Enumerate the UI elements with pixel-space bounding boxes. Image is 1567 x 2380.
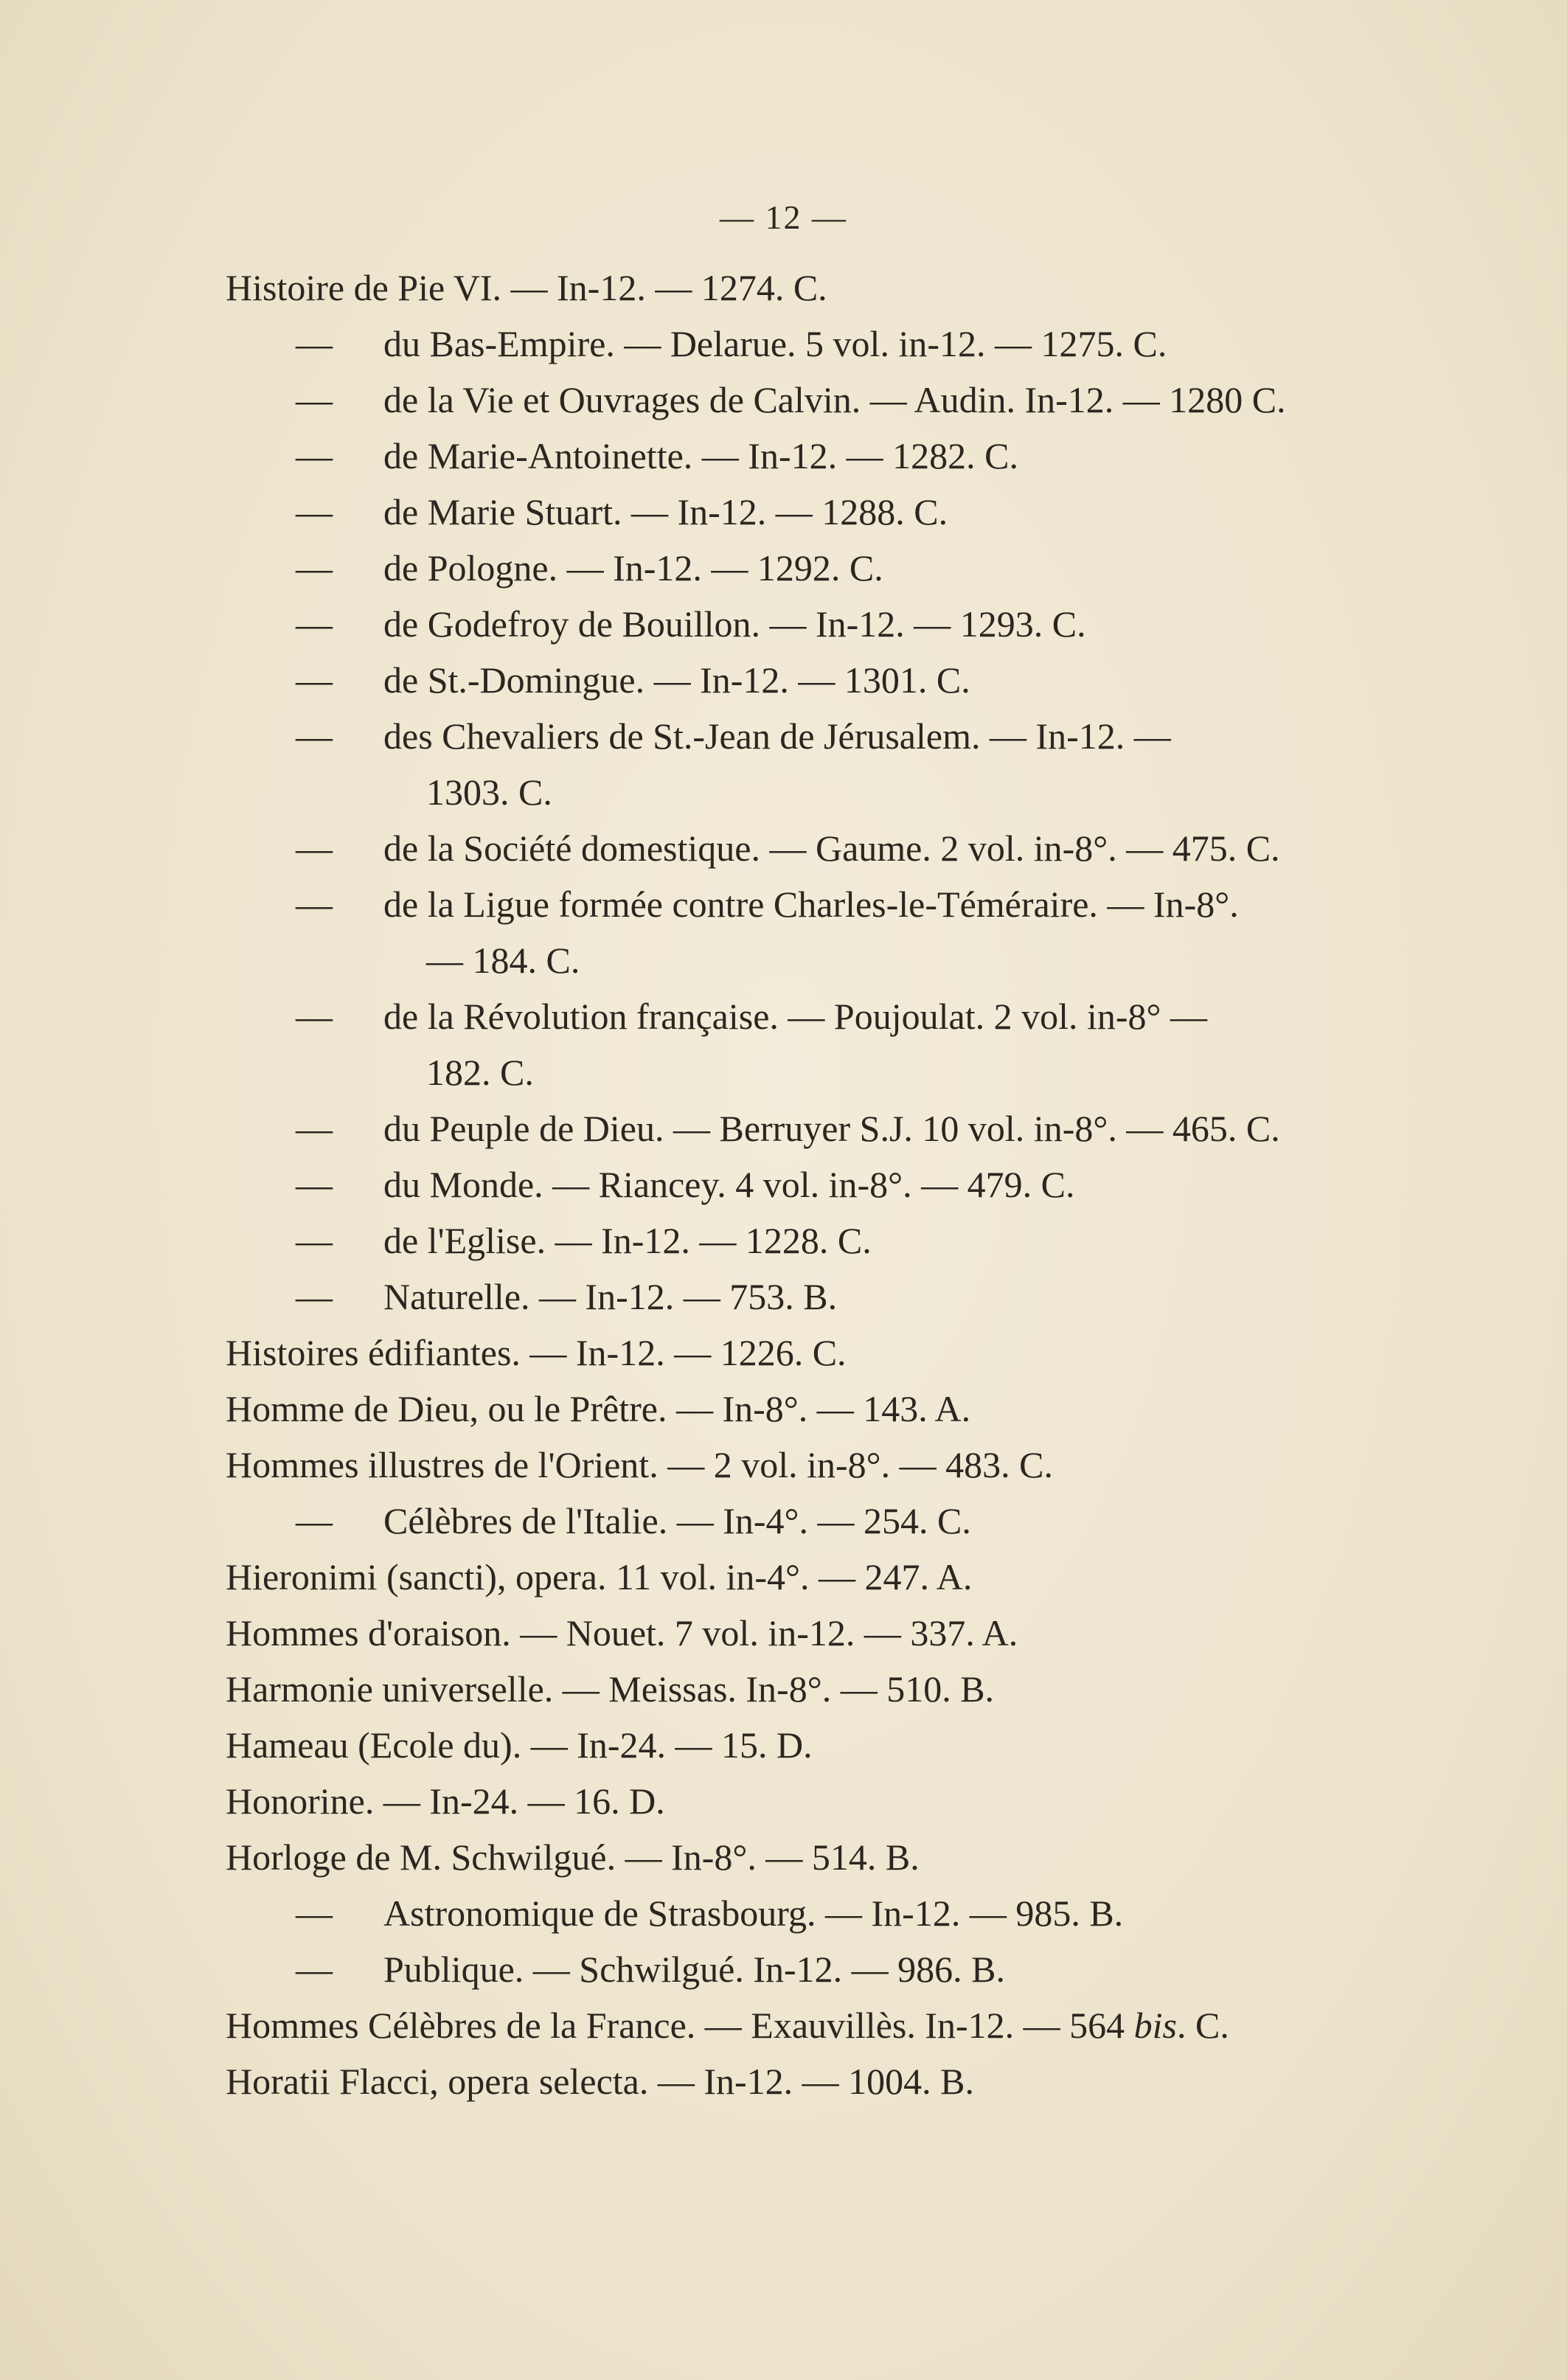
entry-text bbox=[383, 596, 1086, 652]
catalog-subentry bbox=[226, 988, 1464, 1044]
ditto-dash: — bbox=[296, 1220, 333, 1261]
entry-text bbox=[426, 764, 552, 820]
ditto-dash: — bbox=[296, 996, 333, 1037]
catalog-entry bbox=[226, 1381, 1464, 1437]
catalog-subentry bbox=[226, 316, 1464, 372]
entry-text bbox=[383, 652, 970, 708]
catalog-subentry bbox=[226, 820, 1464, 876]
catalog-subentry bbox=[226, 1100, 1464, 1156]
entry-italic: bis bbox=[1133, 2005, 1177, 2046]
catalog-entry bbox=[226, 1605, 1464, 1661]
entry-body: 1303. C. bbox=[426, 771, 552, 813]
entry-text bbox=[383, 876, 1239, 932]
catalog-subentry bbox=[226, 1885, 1464, 1941]
entry-text bbox=[383, 540, 883, 596]
catalog-entries bbox=[226, 260, 1464, 2109]
catalog-subentry bbox=[226, 1941, 1464, 1997]
entry-text bbox=[383, 1493, 971, 1549]
catalog-subentry bbox=[226, 428, 1464, 484]
entry-text bbox=[226, 1997, 1229, 2053]
entry-text bbox=[383, 428, 1018, 484]
entry-body: de Pologne. — In-12. — 1292. C. bbox=[383, 547, 883, 589]
entry-text bbox=[226, 1605, 1018, 1661]
catalog-subentry bbox=[226, 1156, 1464, 1212]
entry-text bbox=[226, 1661, 994, 1717]
ditto-dash: — bbox=[296, 828, 333, 869]
entry-body: du Peuple de Dieu. — Berruyer S.J. 10 vol. in-8°. — 465. C. bbox=[383, 1108, 1280, 1149]
entry-text bbox=[226, 1437, 1053, 1493]
entry-text bbox=[383, 1156, 1075, 1212]
entry-body: de St.-Domingue. — In-12. — 1301. C. bbox=[383, 659, 970, 701]
catalog-subentry bbox=[226, 708, 1464, 764]
catalog-subentry bbox=[226, 876, 1464, 932]
entry-body: Hommes illustres de l'Orient. — 2 vol. in-8°. — 483. C. bbox=[226, 1444, 1053, 1485]
entry-text bbox=[383, 988, 1207, 1044]
entry-text bbox=[383, 820, 1280, 876]
entry-body: Histoire de Pie VI. — In-12. — 1274. C. bbox=[226, 267, 827, 308]
catalog-entry bbox=[226, 1997, 1464, 2053]
entry-body: de la Vie et Ouvrages de Calvin. — Audin. In-12. — 1280 C. bbox=[383, 379, 1286, 420]
entry-body: du Monde. — Riancey. 4 vol. in-8°. — 479. C. bbox=[383, 1164, 1075, 1205]
ditto-dash: — bbox=[296, 1892, 333, 1934]
catalog-entry bbox=[226, 1773, 1464, 1829]
ditto-dash: — bbox=[296, 323, 333, 364]
entry-text bbox=[426, 932, 580, 988]
entry-text bbox=[226, 260, 827, 316]
catalog-subentry bbox=[226, 540, 1464, 596]
entry-text bbox=[226, 1325, 847, 1381]
entry-text bbox=[383, 1885, 1123, 1941]
entry-text bbox=[226, 1773, 665, 1829]
ditto-dash: — bbox=[296, 1500, 333, 1541]
catalog-entry bbox=[226, 1661, 1464, 1717]
entry-body: de l'Eglise. — In-12. — 1228. C. bbox=[383, 1220, 872, 1261]
entry-tail: . C. bbox=[1177, 2005, 1229, 2046]
entry-text bbox=[383, 1212, 872, 1269]
catalog-entry bbox=[226, 260, 1464, 316]
entry-body: de la Société domestique. — Gaume. 2 vol. in-8°. — 475. C. bbox=[383, 828, 1280, 869]
entry-body: Hameau (Ecole du). — In-24. — 15. D. bbox=[226, 1724, 813, 1766]
entry-text bbox=[226, 1381, 970, 1437]
catalog-subentry bbox=[226, 484, 1464, 540]
entry-text bbox=[383, 1269, 837, 1325]
ditto-dash: — bbox=[296, 1949, 333, 1990]
catalog-entry-continuation bbox=[226, 932, 1464, 988]
ditto-dash: — bbox=[296, 435, 333, 476]
ditto-dash: — bbox=[296, 884, 333, 925]
entry-body: de Marie Stuart. — In-12. — 1288. C. bbox=[383, 491, 948, 532]
ditto-dash: — bbox=[296, 603, 333, 645]
entry-body: des Chevaliers de St.-Jean de Jérusalem. — In-12. — bbox=[383, 715, 1171, 757]
catalog-entry-continuation bbox=[226, 764, 1464, 820]
entry-body: Hieronimi (sancti), opera. 11 vol. in-4°. — 247. A. bbox=[226, 1556, 973, 1597]
catalog-entry-continuation bbox=[226, 1044, 1464, 1100]
entry-body: Homme de Dieu, ou le Prêtre. — In-8°. — 143. A. bbox=[226, 1388, 971, 1429]
catalog-subentry bbox=[226, 596, 1464, 652]
ditto-dash: — bbox=[296, 379, 333, 420]
catalog-entry bbox=[226, 2053, 1464, 2109]
catalog-subentry bbox=[226, 652, 1464, 708]
catalog-entry bbox=[226, 1717, 1464, 1773]
entry-body: Horatii Flacci, opera selecta. — In-12. — 1004. B. bbox=[226, 2061, 974, 2102]
ditto-dash: — bbox=[296, 547, 333, 589]
entry-body: Hommes Célèbres de la France. — Exauvillès. In-12. — 564 bbox=[226, 2005, 1134, 2046]
entry-text bbox=[226, 1717, 813, 1773]
entry-text bbox=[426, 1044, 534, 1100]
entry-text bbox=[383, 708, 1171, 764]
entry-body: du Bas-Empire. — Delarue. 5 vol. in-12. — 1275. C. bbox=[383, 323, 1167, 364]
ditto-dash: — bbox=[296, 715, 333, 757]
ditto-dash: — bbox=[296, 491, 333, 532]
entry-body: 182. C. bbox=[426, 1052, 534, 1093]
catalog-subentry bbox=[226, 372, 1464, 428]
catalog-entry bbox=[226, 1325, 1464, 1381]
catalog-subentry bbox=[226, 1212, 1464, 1269]
entry-body: Harmonie universelle. — Meissas. In-8°. — 510. B. bbox=[226, 1668, 995, 1710]
catalog-entry bbox=[226, 1829, 1464, 1885]
entry-body: Hommes d'oraison. — Nouet. 7 vol. in-12. — 337. A. bbox=[226, 1612, 1018, 1654]
entry-body: Histoires édifiantes. — In-12. — 1226. C. bbox=[226, 1332, 847, 1373]
entry-body: Célèbres de l'Italie. — In-4°. — 254. C. bbox=[383, 1500, 971, 1541]
entry-body: de Marie-Antoinette. — In-12. — 1282. C. bbox=[383, 435, 1018, 476]
ditto-dash: — bbox=[296, 1276, 333, 1317]
entry-body: Honorine. — In-24. — 16. D. bbox=[226, 1780, 665, 1822]
entry-text bbox=[226, 1549, 972, 1605]
catalog-subentry bbox=[226, 1269, 1464, 1325]
page-number: — 12 — bbox=[720, 198, 847, 236]
entry-body: Horloge de M. Schwilgué. — In-8°. — 514. B. bbox=[226, 1836, 920, 1878]
ditto-dash: — bbox=[296, 1164, 333, 1205]
ditto-dash: — bbox=[296, 659, 333, 701]
entry-body: de la Révolution française. — Poujoulat. 2 vol. in-8° — bbox=[383, 996, 1208, 1037]
entry-text bbox=[383, 316, 1167, 372]
entry-body: Astronomique de Strasbourg. — In-12. — 985. B. bbox=[383, 1892, 1124, 1934]
entry-body: Naturelle. — In-12. — 753. B. bbox=[383, 1276, 838, 1317]
entry-text bbox=[226, 2053, 974, 2109]
entry-text bbox=[226, 1829, 920, 1885]
catalog-entry bbox=[226, 1549, 1464, 1605]
entry-text bbox=[383, 1100, 1280, 1156]
entry-body: Publique. — Schwilgué. In-12. — 986. B. bbox=[383, 1949, 1006, 1990]
entry-text bbox=[383, 484, 948, 540]
catalog-entry bbox=[226, 1437, 1464, 1493]
entry-body: — 184. C. bbox=[426, 940, 580, 981]
entry-body: de Godefroy de Bouillon. — In-12. — 1293. C. bbox=[383, 603, 1086, 645]
entry-text bbox=[383, 372, 1286, 428]
entry-body: de la Ligue formée contre Charles-le-Téméraire. — In-8°. bbox=[383, 884, 1239, 925]
catalog-subentry bbox=[226, 1493, 1464, 1549]
entry-text bbox=[383, 1941, 1005, 1997]
ditto-dash: — bbox=[296, 1108, 333, 1149]
